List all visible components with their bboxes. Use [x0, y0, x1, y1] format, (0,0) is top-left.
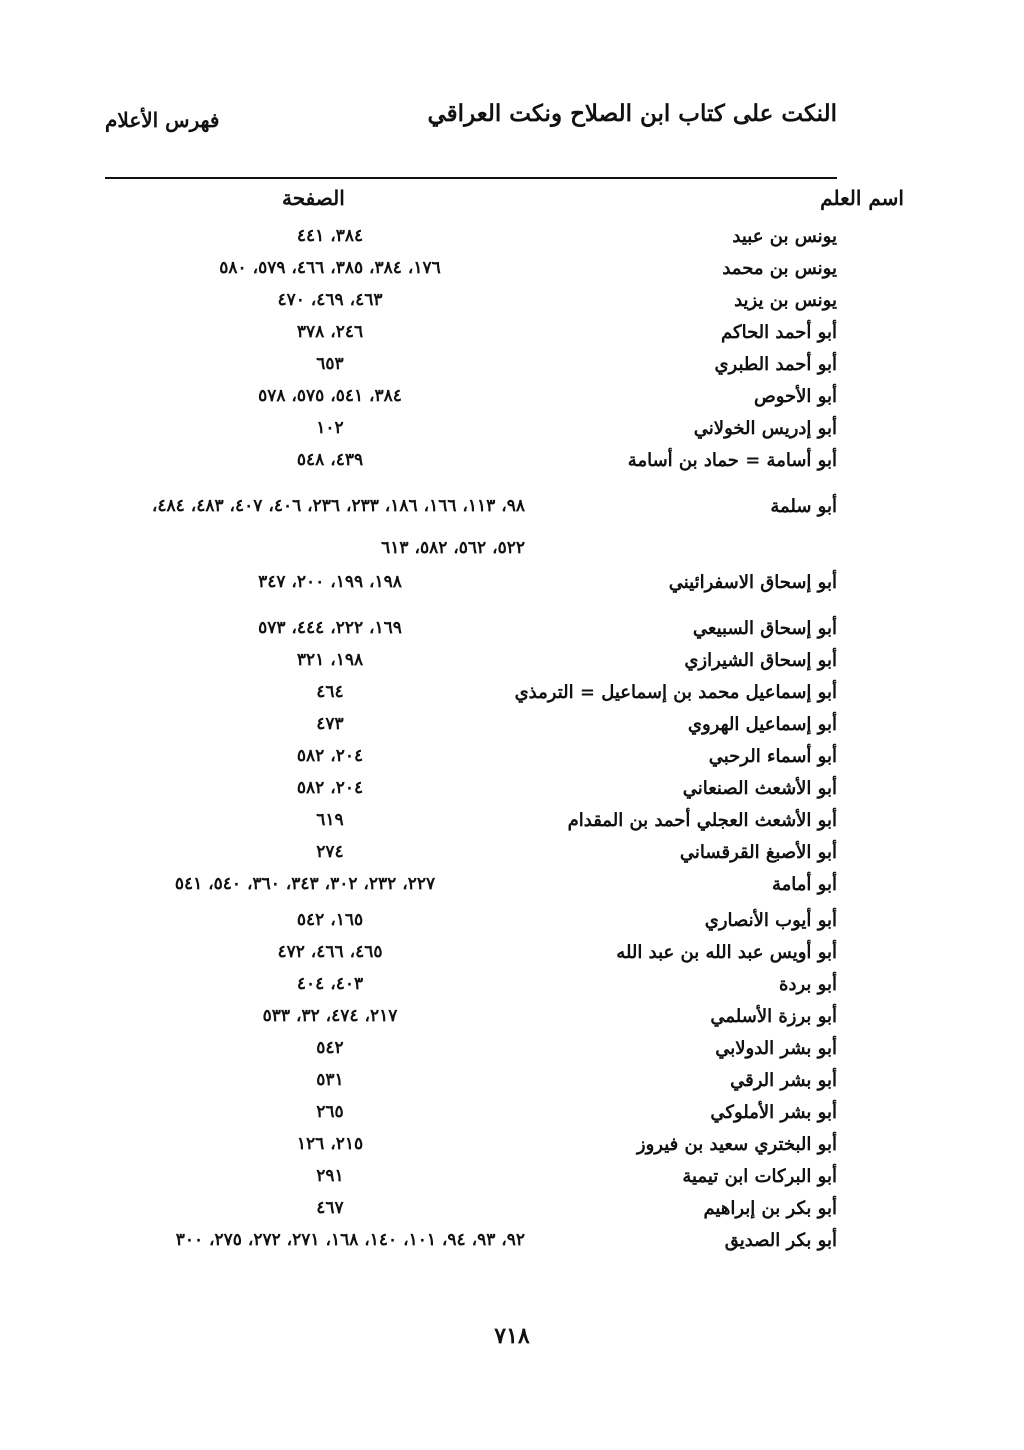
entry-pages: ٢٠٤، ٥٨٢: [296, 746, 364, 766]
entry-pages: ١٦٩، ٢٢٢، ٤٤٤، ٥٧٣: [258, 618, 402, 638]
entry-name: أبو بشر الدولابي: [715, 1038, 837, 1059]
entry-pages: ٢٠٤، ٥٨٢: [296, 778, 364, 798]
index-entry: [0, 778, 1024, 808]
index-entry: [0, 842, 1024, 872]
entry-name: يونس بن محمد: [722, 258, 837, 279]
header-rule: [105, 177, 837, 179]
index-entry: [0, 618, 1024, 648]
entry-name: أبو إسحاق الاسفرائيني: [668, 572, 837, 593]
entry-name: أبو إدريس الخولاني: [693, 418, 837, 439]
entry-name: أبو الأشعث الصنعاني: [682, 778, 837, 799]
entry-name: أبو بشر الأملوكي: [710, 1102, 837, 1123]
entry-pages: ١٧٦، ٣٨٤، ٣٨٥، ٤٦٦، ٥٧٩، ٥٨٠: [219, 258, 441, 278]
entry-pages: ١٠٢: [316, 418, 344, 438]
entry-name: أبو أويس عبد الله بن عبد الله: [616, 942, 837, 963]
entry-pages: ١٦٥، ٥٤٢: [296, 910, 364, 930]
entry-pages-continued: ٥٢٢، ٥٦٢، ٥٨٢، ٦١٣: [381, 538, 525, 558]
index-entry: [0, 322, 1024, 352]
entry-name: أبو سلمة: [770, 496, 837, 517]
index-entry: [0, 290, 1024, 320]
entry-name: أبو بشر الرقي: [730, 1070, 837, 1091]
index-entry: [0, 496, 1024, 562]
index-entry: [0, 1134, 1024, 1164]
entry-name: يونس بن عبيد: [732, 226, 837, 247]
entry-pages: ٩٢، ٩٣، ٩٤، ١٠١، ١٤٠، ١٦٨، ٢٧١، ٢٧٢، ٢٧٥، ٣٠٠: [175, 1230, 525, 1250]
index-entry: [0, 258, 1024, 288]
entry-pages: ١٩٨، ٣٢١: [296, 650, 364, 670]
entry-name: أبو إسحاق الشيرازي: [684, 650, 837, 671]
entry-pages: ٤٦٤: [316, 682, 344, 702]
entry-name: أبو أسماء الرحبي: [708, 746, 837, 767]
index-entry: [0, 810, 1024, 840]
entry-pages: ٢٢٧، ٢٣٢، ٣٠٢، ٣٤٣، ٣٦٠، ٥٤٠، ٥٤١: [174, 874, 436, 894]
entry-pages: ٢٩١: [316, 1166, 344, 1186]
name-column-header: اسم العلم: [820, 186, 904, 210]
entry-pages: ٣٨٤، ٥٤١، ٥٧٥، ٥٧٨: [258, 386, 402, 406]
entry-pages: ٢٤٦، ٣٧٨: [296, 322, 364, 342]
index-entry: [0, 226, 1024, 256]
entry-name: أبو بردة: [779, 974, 837, 995]
index-entry: [0, 682, 1024, 712]
entry-name: أبو إسماعيل الهروي: [687, 714, 837, 735]
entry-name: أبو إسحاق السبيعي: [692, 618, 837, 639]
entry-name: أبو أحمد الطبري: [714, 354, 837, 375]
entry-name: أبو أحمد الحاكم: [721, 322, 837, 343]
index-entry: [0, 714, 1024, 744]
entry-pages: ٤٦٧: [316, 1198, 344, 1218]
entry-pages: ٥٣١: [316, 1070, 344, 1090]
entry-pages: ٤٧٣: [316, 714, 344, 734]
entry-pages: ٤٦٥، ٤٦٦، ٤٧٢: [277, 942, 383, 962]
entry-name: أبو البركات ابن تيمية: [682, 1166, 837, 1187]
entry-pages: ٦١٩: [316, 810, 344, 830]
page-number: ٧١٨: [494, 1323, 530, 1349]
section-title: فهرس الأعلام: [105, 108, 220, 132]
entry-name: أبو البختري سعيد بن فيروز: [636, 1134, 837, 1155]
entry-pages: ٦٥٣: [316, 354, 344, 374]
index-entry: [0, 1038, 1024, 1068]
entry-name: أبو إسماعيل محمد بن إسماعيل = الترمذي: [514, 682, 837, 703]
index-entry: [0, 942, 1024, 972]
entry-name: أبو الأحوص: [753, 386, 837, 407]
book-title: النكت على كتاب ابن الصلاح ونكت العراقي: [427, 100, 837, 127]
index-entry: [0, 746, 1024, 776]
entry-pages: ٣٨٤، ٤٤١: [296, 226, 364, 246]
index-entry: [0, 386, 1024, 416]
entry-pages: ٤٦٣، ٤٦٩، ٤٧٠: [277, 290, 383, 310]
entry-pages: ١٩٨، ١٩٩، ٢٠٠، ٣٤٧: [258, 572, 402, 592]
entry-pages: ٤٣٩، ٥٤٨: [296, 450, 364, 470]
index-entry: [0, 418, 1024, 448]
index-entry: [0, 572, 1024, 602]
page-column-header: الصفحة: [282, 186, 345, 210]
index-entry: [0, 874, 1024, 904]
entry-pages: ٢١٥، ١٢٦: [296, 1134, 364, 1154]
index-entry: [0, 1070, 1024, 1100]
entry-name: أبو الأصبغ القرقساني: [679, 842, 837, 863]
entry-pages: ٢١٧، ٤٧٤، ٣٢، ٥٣٣: [262, 1006, 398, 1026]
entry-pages: ٩٨، ١١٣، ١٦٦، ١٨٦، ٢٣٣، ٢٣٦، ٤٠٦، ٤٠٧، ٤٨٣، ٤٨٤،: [151, 496, 525, 516]
index-entry: [0, 1230, 1024, 1260]
entry-pages: ٢٦٥: [316, 1102, 344, 1122]
index-entry: [0, 354, 1024, 384]
entry-name: أبو برزة الأسلمي: [710, 1006, 837, 1027]
entry-name: أبو أيوب الأنصاري: [704, 910, 837, 931]
index-entry: [0, 974, 1024, 1004]
index-entry: [0, 1006, 1024, 1036]
index-entry: [0, 1102, 1024, 1132]
index-entry: [0, 450, 1024, 480]
entry-pages: ٤٠٣، ٤٠٤: [296, 974, 364, 994]
running-header: [105, 100, 837, 140]
index-entry: [0, 1166, 1024, 1196]
index-entry: [0, 1198, 1024, 1228]
entry-name: يونس بن يزيد: [734, 290, 837, 311]
entry-name: أبو أمامة: [772, 874, 837, 895]
entry-pages: ٥٤٢: [316, 1038, 344, 1058]
entry-pages: ٢٧٤: [316, 842, 344, 862]
index-entry: [0, 910, 1024, 940]
entry-name: أبو الأشعث العجلي أحمد بن المقدام: [567, 810, 837, 831]
entry-name: أبو بكر بن إبراهيم: [703, 1198, 837, 1219]
index-entry: [0, 650, 1024, 680]
entry-name: أبو بكر الصديق: [724, 1230, 837, 1251]
entry-name: أبو أسامة = حماد بن أسامة: [627, 450, 837, 471]
